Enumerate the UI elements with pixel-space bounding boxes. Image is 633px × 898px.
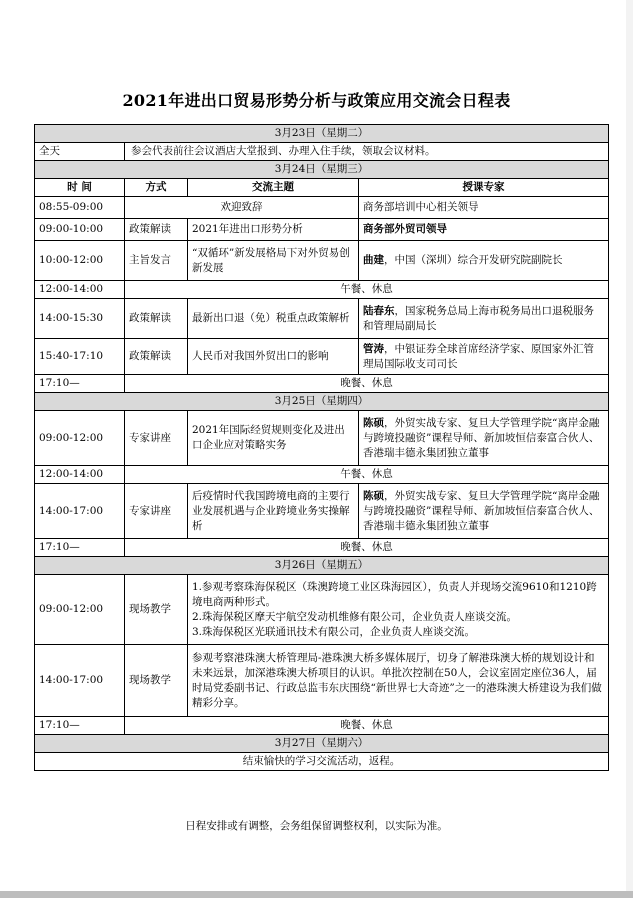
expert-title: ，国家税务总局上海市税务局出口退税服务和管理局副局长 [363,304,594,332]
list-item: 3.珠海保税区光联通讯技术有限公司，企业负责人座谈交流。 [192,625,476,638]
expert-title: ，外贸实战专家、复旦大学管理学院“离岸金融与跨境投融资”课程导师、新加坡恒信泰富合伙人、香港瑞丰德永集团独立董事 [363,489,600,532]
type-cell: 专家讲座 [125,484,188,539]
expert-cell: 商务部外贸司领导 [359,219,609,241]
expert-title: ，中银证券全球首席经济学家、原国家外汇管理局国际收支司司长 [363,342,594,370]
table-row [35,411,609,466]
column-header-type: 方式 [125,179,188,197]
time-cell: 14:00-17:00 [35,484,125,539]
table-row [35,375,609,393]
table-row [35,717,609,735]
time-cell: 14:00-15:30 [35,299,125,339]
topic-cell: 2021年进出口形势分析 [188,219,359,241]
expert-cell [359,299,609,339]
type-cell: 现场教学 [125,645,188,717]
expert-title: ，外贸实战专家、复旦大学管理学院“离岸金融与跨境投融资”课程导师、新加坡恒信泰富合伙人、香港瑞丰德永集团独立董事 [363,416,600,459]
table-row [35,241,609,281]
expert-title: ，中国（深圳）综合开发研究院副院长 [384,254,563,266]
expert-cell [359,339,609,375]
break-cell: 晚餐、休息 [125,717,609,735]
time-cell: 09:00-12:00 [35,411,125,466]
expert-name: 陆春东 [363,304,395,317]
table-row [35,281,609,299]
table-row [35,645,609,717]
page-edge [626,0,633,898]
closing-cell: 结束愉快的学习交流活动，返程。 [35,753,609,771]
expert-name: 管涛 [363,342,384,355]
activity-cell [188,575,609,645]
column-header-row [35,179,609,197]
day-header-row [35,125,609,143]
bottom-scroll-edge [0,891,633,898]
footer-note: 日程安排或有调整，会务组保留调整权利，以实际为准。 [185,820,448,832]
time-cell: 17:10— [35,539,125,557]
day-header: 3月27日（星期六） [35,735,609,753]
time-cell: 全天 [35,143,125,161]
expert-name: 曲建 [363,254,384,266]
time-cell: 10:00-12:00 [35,241,125,281]
topic-cell: 欢迎致辞 [125,197,359,219]
break-cell: 晚餐、休息 [125,375,609,393]
day-header: 3月23日（星期二） [35,125,609,143]
list-item: 2.珠海保税区摩天宇航空发动机维修有限公司，企业负责人座谈交流。 [192,610,518,623]
table-row [35,466,609,484]
topic-cell: 人民币对我国外贸出口的影响 [188,339,359,375]
break-cell: 午餐、休息 [125,466,609,484]
expert-name: 陈硕 [363,489,384,502]
type-cell: 主旨发言 [125,241,188,281]
table-row [35,219,609,241]
activity-cell: 参观考察港珠澳大桥管理局-港珠澳大桥多媒体展厅，切身了解港珠澳大桥的规划设计和未来远景，加深港珠澳大桥项目的认识。单批次控制在50人，会议室固定座位36人，届时局党委副书记、行政总监韦东庆围绕“新世界七大奇迹”之一的港珠澳大桥建设为我们做精彩分享。 [188,645,609,717]
break-cell: 晚餐、休息 [125,539,609,557]
type-cell: 政策解读 [125,219,188,241]
list-item: 1.参观考察珠海保税区（珠澳跨境工业区珠海园区），负责人并现场交流9610和1210跨境电商两种形式。 [192,580,597,608]
expert-cell [359,484,609,539]
day-header-row [35,393,609,411]
day-header: 3月25日（星期四） [35,393,609,411]
column-header-topic: 交流主题 [188,179,359,197]
time-cell: 12:00-14:00 [35,281,125,299]
column-header-time: 时 间 [35,179,125,197]
table-row [35,143,609,161]
table-row [35,197,609,219]
break-cell: 午餐、休息 [125,281,609,299]
table-row [35,539,609,557]
time-cell: 17:10— [35,717,125,735]
type-cell: 现场教学 [125,575,188,645]
type-cell: 政策解读 [125,299,188,339]
table-row [35,575,609,645]
table-row [35,484,609,539]
topic-cell: “双循环”新发展格局下对外贸易创新发展 [188,241,359,281]
time-cell: 14:00-17:00 [35,645,125,717]
time-cell: 08:55-09:00 [35,197,125,219]
time-cell: 12:00-14:00 [35,466,125,484]
time-cell: 09:00-10:00 [35,219,125,241]
expert-cell [359,411,609,466]
day-header: 3月26日（星期五） [35,557,609,575]
time-cell: 15:40-17:10 [35,339,125,375]
column-header-expert: 授课专家 [359,179,609,197]
type-cell: 专家讲座 [125,411,188,466]
activity-cell: 参会代表前往会议酒店大堂报到、办理入住手续，领取会议材料。 [125,143,609,161]
expert-cell [359,241,609,281]
day-header-row [35,735,609,753]
schedule-table [34,124,609,771]
table-row [35,299,609,339]
expert-cell: 商务部培训中心相关领导 [359,197,609,219]
time-cell: 09:00-12:00 [35,575,125,645]
table-row [35,339,609,375]
topic-cell: 最新出口退（免）税重点政策解析 [188,299,359,339]
page-title: 2021年进出口贸易形势分析与政策应用交流会日程表 [122,91,511,110]
table-row [35,753,609,771]
day-header: 3月24日（星期三） [35,161,609,179]
time-cell: 17:10— [35,375,125,393]
visit-list [192,580,604,640]
topic-cell: 2021年国际经贸规则变化及进出口企业应对策略实务 [188,411,359,466]
topic-cell: 后疫情时代我国跨境电商的主要行业发展机遇与企业跨境业务实操解析 [188,484,359,539]
day-header-row [35,557,609,575]
type-cell: 政策解读 [125,339,188,375]
day-header-row [35,161,609,179]
expert-name: 陈硕 [363,416,384,429]
